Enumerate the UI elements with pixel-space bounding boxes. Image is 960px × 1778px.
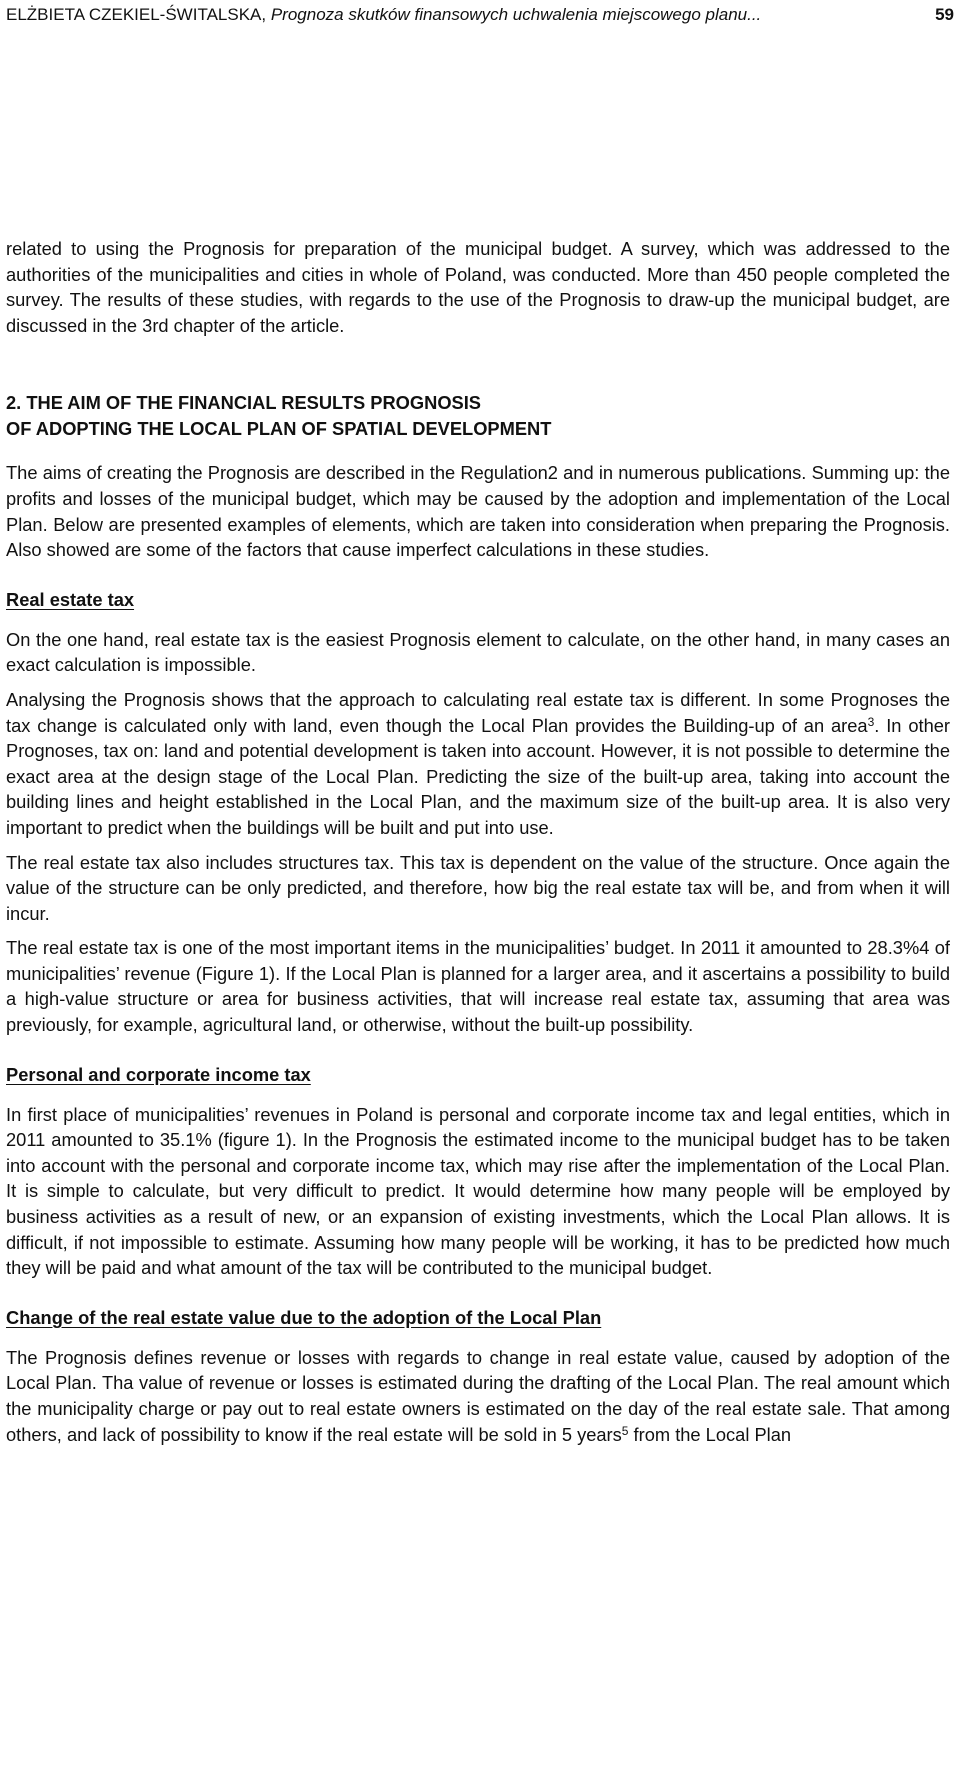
subheading-income-tax (6, 1062, 950, 1088)
rt-p2-text-b: . In other Prognoses, tax on: land and potential development is taken into account. However, it is not possible to determine the exact area at the design stage of the Local Plan. Predicting the size of the built-up area, taking into account the building lines and height established in the Local Plan, and the maximum size of the built-up area. It is also very important to predict when the buildings will be built and put into use. (6, 714, 950, 838)
income-tax-paragraph: In first place of municipalities’ revenues in Poland is personal and corporate income tax and legal entities, which in 2011 amounted to 35.1% (figure 1). In the Prognosis the estimated income to the municipal budget has to be taken into account with the personal and corporate income tax, which may rise after the implementation of the Local Plan. It is simple to calculate, but very difficult to predict. It would determine how many people will be employed by business activities as a result of new, or an expansion of existing investments, which the Local Plan allows. It is difficult, if not impossible to estimate. Assuming how many people will be working, it has to be predicted how much they will be paid and what amount of the tax will be contributed to the municipal budget. (6, 1103, 950, 1279)
running-header (6, 4, 954, 26)
real-estate-tax-paragraph-1: On the one hand, real estate tax is the easiest Prognosis element to calculate, on the other hand, in many cases an exact calculation is impossible. (6, 628, 950, 676)
subheading-real-estate-tax (6, 587, 950, 613)
subheading-real-estate-tax-text: Real estate tax (6, 588, 135, 610)
real-estate-tax-paragraph-2 (6, 687, 950, 841)
intro-paragraph: related to using the Prognosis for preparation of the municipal budget. A survey, which was addressed to the authorities of the municipalities and cities in whole of Poland, was conducted. More than 450 people completed the survey. The results of these studies, with regards to the use of the Prognosis to draw-up the municipal budget, are discussed in the 3rd chapter of the article. (6, 238, 950, 336)
rev-p1-text-a: The Prognosis defines revenue or losses with regards to change in real estate value, caused by adoption of the Local Plan. Tha value of revenue or losses is estimated during the drafting of the Local Plan. The real amount which the municipality charge or pay out to real estate owners is estimated on the day of the real estate sale. That among others, and lack of possibility to know if the real estate will be sold in 5 years (6, 1346, 950, 1445)
real-estate-tax-paragraph-4: The real estate tax is one of the most important items in the municipalities’ budget. In 2011 it amounted to 28.3%4 of municipalities’ revenue (Figure 1). If the Local Plan is planned for a larger area, and it ascertains a possibility to build a high-value structure or area for business activities, that will increase real estate tax, assuming that area was previously, for example, agricultural land, or otherwise, without the built-up possibility. (6, 937, 950, 1036)
header-author: ELŻBIETA CZEKIEL-ŚWITALSKA, (6, 5, 267, 24)
footnote-ref-3: 3 (867, 714, 875, 729)
section-heading-line2: OF ADOPTING THE LOCAL PLAN OF SPATIAL DEVELOPMENT (6, 418, 552, 440)
section-aims-paragraph: The aims of creating the Prognosis are described in the Regulation2 and in numerous publications. Summing up: the profits and losses of the municipal budget, which may be caused by the adoption and implementation of the Local Plan. Below are presented examples of elements, which are taken into consideration when preparing the Prognosis. Also showed are some of the factors that cause imperfect calculations in these studies. (6, 462, 950, 561)
section-heading-line1: 2. THE AIM OF THE FINANCIAL RESULTS PROGNOSIS (6, 392, 481, 414)
real-estate-value-paragraph (6, 1345, 950, 1447)
subheading-income-tax-text: Personal and corporate income tax (6, 1063, 311, 1085)
header-citation (6, 4, 761, 26)
real-estate-tax-paragraph-3: The real estate tax also includes structures tax. This tax is dependent on the value of the structure. Once again the value of the structure can be only predicted, and therefore, how big the real estate tax will be, and from when it will incur. (6, 851, 950, 924)
article-body (6, 236, 950, 1447)
subheading-real-estate-value (6, 1305, 950, 1331)
header-title: Prognoza skutków finansowych uchwalenia miejscowego planu... (270, 5, 762, 24)
subheading-real-estate-value-text: Change of the real estate value due to the adoption of the Local Plan (6, 1306, 602, 1328)
footnote-ref-5: 5 (621, 1423, 629, 1438)
rt-p2-text-a: Analysing the Prognosis shows that the approach to calculating real estate tax is different. In some Prognoses the tax change is calculated only with land, even though the Local Plan provides the Building-up of an area (6, 688, 950, 736)
page-number: 59 (935, 5, 954, 24)
rev-p1-text-b: from the Local Plan (628, 1423, 792, 1445)
